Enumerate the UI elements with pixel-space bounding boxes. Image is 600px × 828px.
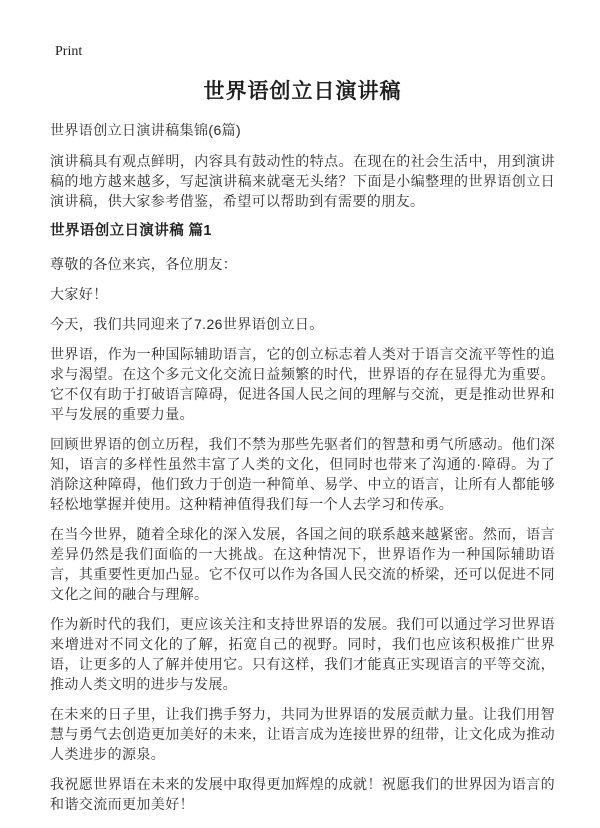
body-paragraph-esperanto-intro: 世界语，作为一种国际辅助语言，它的创立标志着人类对于语言交流平等性的追求与渴望。在这个多元文化交流日益频繁的时代，世界语的存在显得尤为重要。它不仅有助于打破语言障碍，促进各国人民之间的理解与交流，更是推动世界和平与发展的重要力量。 <box>50 346 555 422</box>
print-button[interactable]: Print <box>55 44 83 59</box>
body-paragraph-new-era: 作为新时代的我们，更应该关注和支持世界语的发展。我们可以通过学习世界语来增进对不同文化的了解，拓宽自己的视野。同时，我们也应该积极推广世界语，让更多的人了解并使用它。只有这样，我们才能真正实现语言的平等交流，推动人类文明的进步与发展。 <box>50 616 555 692</box>
body-paragraph-globalization: 在当今世界，随着全球化的深入发展，各国之间的联系越来越紧密。然而，语言差异仍然是我们面临的一大挑战。在这种情况下，世界语作为一种国际辅助语言，其重要性更加凸显。它不仅可以作为各国人民交流的桥梁，还可以促进不同文化之间的融合与理解。 <box>50 526 555 602</box>
greeting-line: 大家好！ <box>50 286 108 302</box>
body-paragraph-future: 在未来的日子里，让我们携手努力，共同为世界语的发展贡献力量。让我们用智慧与勇气去创造更加美好的未来，让语言成为连接世界的纽带，让文化成为推动人类进步的源泉。 <box>50 706 555 762</box>
document-subtitle: 世界语创立日演讲稿集锦(6篇) <box>50 122 242 138</box>
document-title: 世界语创立日演讲稿 <box>203 80 402 103</box>
opening-line: 今天，我们共同迎来了7.26世界语创立日。 <box>50 316 324 332</box>
closing-wish-paragraph: 我祝愿世界语在未来的发展中取得更加辉煌的成就！祝愿我们的世界因为语言的和谐交流而更加美好！ <box>50 776 555 812</box>
salutation-line: 尊敬的各位来宾，各位朋友： <box>50 256 238 272</box>
intro-paragraph: 演讲稿具有观点鲜明，内容具有鼓动性的特点。在现在的社会生活中，用到演讲稿的地方越来越多，写起演讲稿来就毫无头绪？下面是小编整理的世界语创立日演讲稿，供大家参考借鉴，希望可以帮助到有需要的朋友。 <box>50 153 555 209</box>
body-paragraph-history: 回顾世界语的创立历程，我们不禁为那些先驱者们的智慧和勇气所感动。他们深知，语言的多样性虽然丰富了人类的文化，但同时也带来了沟通的·障碍。为了消除这种障碍，他们致力于创造一种简单、易学、中立的语言，让所有人都能够轻松地掌握并使用。这种精神值得我们每一个人去学习和传承。 <box>50 436 555 512</box>
section-heading-part1: 世界语创立日演讲稿 篇1 <box>50 223 212 239</box>
